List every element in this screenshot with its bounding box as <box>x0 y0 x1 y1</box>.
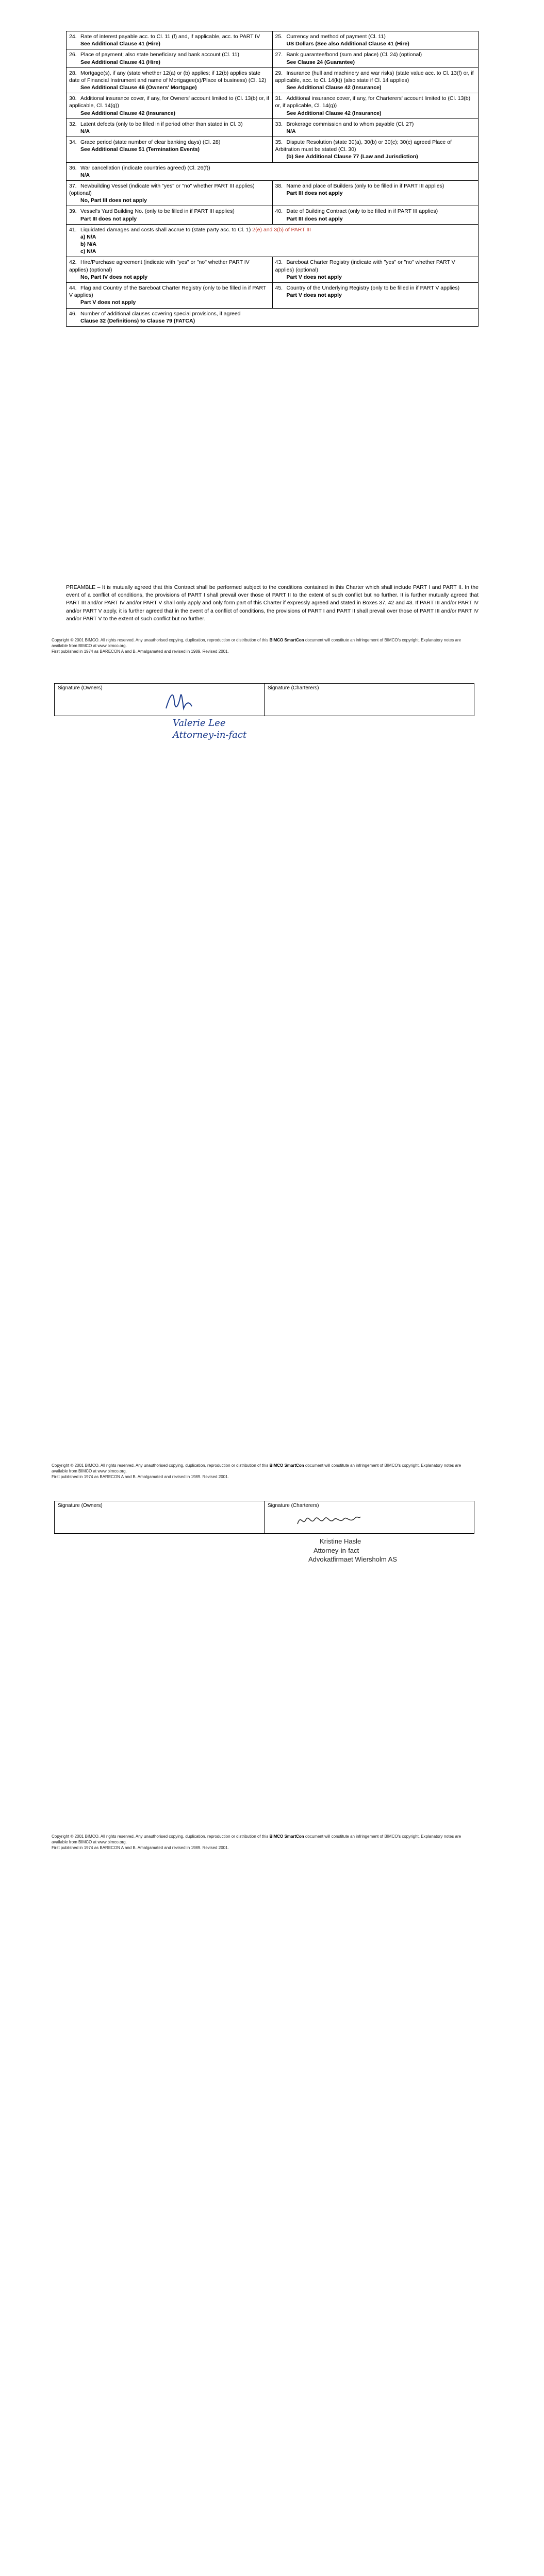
copyright-notice-2: Copyright © 2001 BIMCO. All rights reserved. Any unauthorised copying, duplication, reproduction or distribution of this BIMCO SmartCon document will constitute an infringement of BIMCO's copyright. Explanatory notes are available from BIMCO at www.bimco.org. First published in 1974 as BARECON A and B. Amalgamated and revised in 1989. Revised 2001. <box>52 1463 461 1479</box>
box-26 <box>67 49 273 67</box>
box-caption: Newbuilding Vessel (indicate with "yes" or "no" whether PART III applies) (optional) <box>69 182 255 197</box>
box-value: N/A <box>80 128 90 134</box>
box-36 <box>67 162 479 180</box>
box-number: 24. <box>69 33 77 40</box>
box-41 <box>67 224 479 257</box>
box-46 <box>67 308 479 326</box>
preamble: PREAMBLE – It is mutually agreed that this Contract shall be performed subject to the conditions contained in this Charter which shall include PART I and PART II. In the event of a conflict of conditions, the provisions of PART I shall prevail over those of PART II to the extent of such conflict but no further. It is further mutually agreed that PART III and/or PART IV and/or PART V shall only apply and only form part of this Charter if expressly agreed and stated in Boxes 37, 42 and 43. If PART III and/or PART IV and/or PART V apply, it is further agreed that in the event of a conflict of conditions, the provisions of PART I and PART II shall prevail over those of PART III and/or PART IV and/or PART V to the extent of such conflict but no further. <box>66 584 479 622</box>
box-number: 43. <box>275 259 283 266</box>
box-number: 28. <box>69 70 77 76</box>
owners-signature-mark <box>163 686 194 715</box>
box-caption: Additional insurance cover, if any, for Charterers' account limited to (Cl. 13(b) or, if applicable, Cl. 14(g)) <box>275 95 471 109</box>
box-value: See Additional Clause 42 (Insurance) <box>80 110 175 116</box>
box-33 <box>272 118 479 137</box>
box-value: No, Part III does not apply <box>80 197 147 204</box>
box-31 <box>272 93 479 119</box>
box-30 <box>67 93 273 119</box>
page-2 <box>0 938 544 1875</box>
box-row <box>67 308 479 326</box>
box-caption: Rate of interest payable acc. to Cl. 11 (f) and, if applicable, acc. to PART IV <box>80 33 260 40</box>
box-29 <box>272 67 479 93</box>
box-value-line: c) N/A <box>80 248 96 255</box>
box-value: Part III does not apply <box>286 190 343 197</box>
box-caption: Flag and Country of the Bareboat Charter Registry (only to be filled in if PART V applies) <box>69 284 267 299</box>
signature-charterers-cell-2 <box>264 1501 474 1533</box>
charterers-signatory-firm: Advokatfirmaet Wiersholm AS <box>308 1555 397 1564</box>
box-40 <box>272 206 479 224</box>
box-27 <box>272 49 479 67</box>
box-caption: War cancellation (indicate countries agreed) (Cl. 26(f)) <box>80 164 210 171</box>
box-value-line: a) N/A <box>80 233 96 240</box>
box-number: 44. <box>69 284 77 291</box>
box-value: See Additional Clause 42 (Insurance) <box>286 110 382 116</box>
box-number: 25. <box>275 33 283 40</box>
signature-owners-cell <box>55 684 264 716</box>
box-row <box>67 67 479 93</box>
box-39 <box>67 206 273 224</box>
box-caption: Currency and method of payment (Cl. 11) <box>286 33 386 40</box>
box-25 <box>272 31 479 49</box>
box-number: 40. <box>275 208 283 215</box>
owners-handwritten-signatory <box>173 717 246 741</box>
signature-charterers-cell <box>264 684 474 716</box>
box-value: See Clause 24 (Guarantee) <box>286 59 355 65</box>
signature-box <box>54 683 474 716</box>
box-caption: Dispute Resolution (state 30(a), 30(b) or 30(c); 30(c) agreed Place of Arbitration must be stated (Cl. 30) <box>275 139 452 153</box>
page-1 <box>0 0 544 938</box>
box-38 <box>272 180 479 206</box>
box-row <box>67 224 479 257</box>
box-number: 27. <box>275 52 283 58</box>
box-number: 29. <box>275 70 283 76</box>
box-value: (b) See Additional Clause 77 (Law and Jurisdiction) <box>286 154 418 160</box>
copyright-notice-3: Copyright © 2001 BIMCO. All rights reserved. Any unauthorised copying, duplication, reproduction or distribution of this BIMCO SmartCon document will constitute an infringement of BIMCO's copyright. Explanatory notes are available from BIMCO at www.bimco.org. First published in 1974 as BARECON A and B. Amalgamated and revised in 1989. Revised 2001. <box>52 1834 461 1850</box>
box-caption: Bank guarantee/bond (sum and place) (Cl. 24) (optional) <box>286 52 422 58</box>
box-35 <box>272 137 479 163</box>
box-row <box>67 137 479 163</box>
box-value: Part III does not apply <box>286 215 343 222</box>
owners-signatory-title: Attorney-in-fact <box>173 730 247 741</box>
box-number: 26. <box>69 52 77 58</box>
box-32 <box>67 118 273 137</box>
box-number: 42. <box>69 259 77 266</box>
box-row <box>67 93 479 119</box>
box-number: 33. <box>275 121 283 127</box>
signature-charterers-label: Signature (Charterers) <box>268 685 319 691</box>
box-caption: Date of Building Contract (only to be filled in if PART III applies) <box>286 208 438 215</box>
box-caption: Country of the Underlying Registry (only to be filled in if PART V applies) <box>286 284 460 291</box>
box-number: 32. <box>69 121 77 127</box>
box-number: 34. <box>69 139 77 146</box>
box-44 <box>67 282 273 308</box>
box-number: 37. <box>69 182 77 189</box>
charterers-signatory <box>308 1537 397 1564</box>
box-45 <box>272 282 479 308</box>
box-caption: Insurance (hull and machinery and war risks) (state value acc. to Cl. 13(f) or, if applicable, acc. to Cl. 14(k)) (also state if Cl. 14 applies) <box>275 70 474 83</box>
box-number: 31. <box>275 95 283 102</box>
signature-owners-label: Signature (Owners) <box>58 685 103 691</box>
owners-signatory-name: Valerie Lee <box>173 718 226 728</box>
signature-owners-label-2: Signature (Owners) <box>58 1503 103 1509</box>
box-caption: Brokerage commission and to whom payable (Cl. 27) <box>286 121 414 127</box>
box-caption: Number of additional clauses covering special provisions, if agreed <box>80 310 241 317</box>
box-number: 39. <box>69 208 77 215</box>
box-table <box>66 31 479 327</box>
box-value: See Additional Clause 46 (Owners' Mortgage) <box>80 84 197 91</box>
box-row <box>67 118 479 137</box>
box-caption: Grace period (state number of clear banking days) (Cl. 28) <box>80 139 221 146</box>
box-number: 41. <box>69 226 77 233</box>
box-37 <box>67 180 273 206</box>
box-value: See Additional Clause 41 (Hire) <box>80 59 160 65</box>
box-number: 45. <box>275 284 283 291</box>
box-value: Part III does not apply <box>80 215 137 222</box>
box-number: 35. <box>275 139 283 146</box>
box-caption: Additional insurance cover, if any, for Owners' account limited to (Cl. 13(b) or, if applicable, Cl. 14(g)) <box>69 95 269 109</box>
page-3 <box>0 1875 544 2576</box>
box-value: Part V does not apply <box>286 292 342 299</box>
signature-charterers-label-2: Signature (Charterers) <box>268 1503 319 1509</box>
box-42 <box>67 257 273 283</box>
box-34 <box>67 137 273 163</box>
box-value: N/A <box>286 128 296 134</box>
box-value: Part V does not apply <box>80 299 136 306</box>
box-caption: Vessel's Yard Building No. (only to be filled in if PART III applies) <box>80 208 235 215</box>
box-number: 38. <box>275 182 283 189</box>
box-caption: Name and place of Builders (only to be filled in if PART III applies) <box>286 182 444 189</box>
box-row <box>67 49 479 67</box>
charterers-signature-mark <box>295 1509 362 1531</box>
box-value: Part V does not apply <box>286 274 342 280</box>
box-value: See Additional Clause 42 (Insurance) <box>286 84 382 91</box>
box-28 <box>67 67 273 93</box>
box-row <box>67 257 479 283</box>
box-row <box>67 31 479 49</box>
box-value: No, Part IV does not apply <box>80 274 148 280</box>
box-caption: Mortgage(s), if any (state whether 12(a) or (b) applies; if 12(b) applies state date of Financial Instrument and name of Mortgagee(s)/Place of business) (Cl. 12) <box>69 70 267 83</box>
box-value: See Additional Clause 51 (Termination Events) <box>80 146 200 153</box>
signature-box-2 <box>54 1501 474 1534</box>
box-caption: Place of payment; also state beneficiary and bank account (Cl. 11) <box>80 52 239 58</box>
copyright-notice: Copyright © 2001 BIMCO. All rights reserved. Any unauthorised copying, duplication, reproduction or distribution of this BIMCO SmartCon document will constitute an infringement of BIMCO's copyright. Explanatory notes are available from BIMCO at www.bimco.org. First published in 1974 as BARECON A and B. Amalgamated and revised in 1989. Revised 2001. <box>52 638 461 654</box>
box-row <box>67 180 479 206</box>
box-value-line: b) N/A <box>80 241 96 248</box>
box-caption: Hire/Purchase agreement (indicate with "yes" or "no" whether PART IV applies) (optional) <box>69 259 250 273</box>
box-caption: Bareboat Charter Registry (indicate with "yes" or "no" whether PART V applies) (optional) <box>275 259 455 273</box>
box-value: See Additional Clause 41 (Hire) <box>80 41 160 47</box>
box-row <box>67 206 479 224</box>
box-41-clause-ref: 2(e) and 3(b) of PART III <box>252 226 311 233</box>
charterers-signatory-title: Attorney-in-fact <box>314 1546 359 1554</box>
box-number: 30. <box>69 95 77 102</box>
box-43 <box>272 257 479 283</box>
box-caption: Liquidated damages and costs shall accrue to (state party acc. to Cl. 1) <box>80 226 251 233</box>
box-number: 36. <box>69 164 77 171</box>
charterers-signatory-name: Kristine Hasle <box>320 1537 361 1545</box>
box-caption: Latent defects (only to be filled in if period other than stated in Cl. 3) <box>80 121 243 127</box>
signature-owners-cell-2 <box>55 1501 264 1533</box>
box-number: 46. <box>69 310 77 317</box>
box-value: Clause 32 (Definitions) to Clause 79 (FATCA) <box>80 317 195 324</box>
box-value: N/A <box>80 172 90 178</box>
box-row <box>67 162 479 180</box>
box-24 <box>67 31 273 49</box>
box-row <box>67 282 479 308</box>
box-value: US Dollars (See also Additional Clause 41 (Hire) <box>286 41 409 47</box>
